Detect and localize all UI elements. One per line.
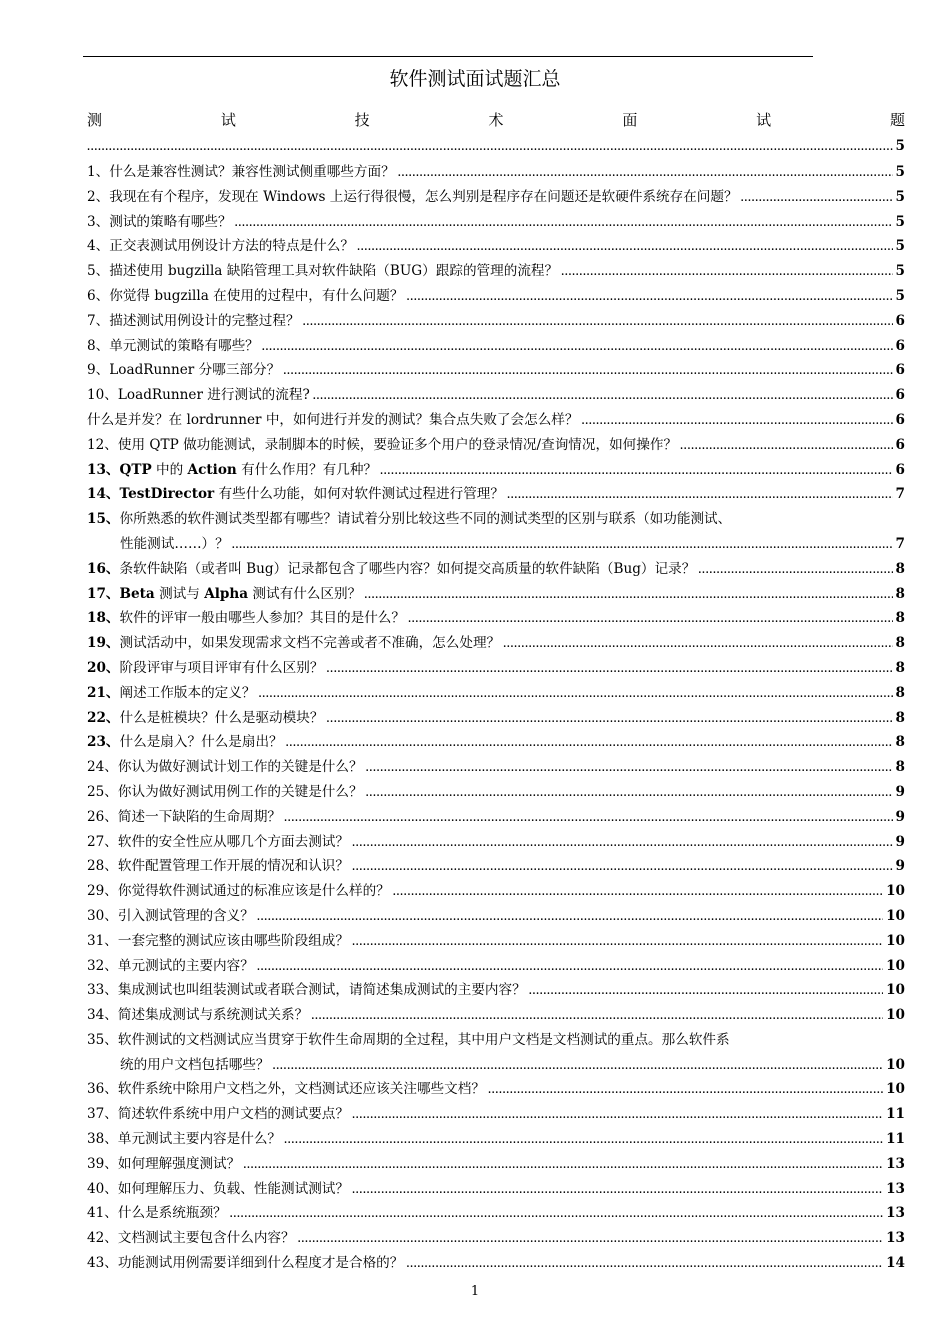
toc-entry-number: 23、	[87, 734, 120, 751]
leader-dots	[366, 757, 893, 782]
toc-entry-number: 22、	[87, 709, 120, 726]
toc-entry-number: 13、	[87, 461, 120, 478]
toc-entry-title: 什么是扇入？什么是扇出？	[119, 734, 283, 751]
toc-entry-text	[87, 507, 731, 532]
toc-entry-title: 功能测试用例需要详细到什么程度才是合格的？	[117, 1255, 404, 1272]
toc-entry[interactable]	[87, 1177, 905, 1202]
toc-entry[interactable]	[87, 234, 905, 259]
leader-dots	[243, 1154, 883, 1179]
toc-entry-page: 5	[895, 164, 905, 180]
leader-dots	[313, 385, 893, 410]
toc-entry[interactable]	[87, 1201, 905, 1226]
toc-entry-text	[87, 259, 558, 284]
toc-entry-number: 33、	[87, 982, 118, 999]
leader-dots	[352, 832, 893, 857]
toc-entry-page: 6	[895, 312, 905, 329]
toc-entry-text	[87, 681, 255, 706]
toc-entry[interactable]	[87, 954, 905, 979]
toc-entry-text-part: 测试与	[154, 585, 205, 602]
toc-entry-number: 32、	[87, 957, 118, 974]
toc-entry-number: 27、	[87, 833, 118, 850]
toc-entry-bold-term: Alpha	[204, 585, 249, 602]
toc-entry-title: 软件测试的文档测试应当贯穿于软件生命周期的全过程，其中用户文档是文档测试的重点。那么软件系	[117, 1031, 730, 1048]
toc-heading-char: 术	[488, 111, 504, 129]
toc-entry-line	[87, 532, 905, 557]
toc-entry-title: 简述软件系统中用户文档的测试要点？	[117, 1106, 349, 1123]
toc-entry-text	[87, 1152, 240, 1177]
toc-entry-bold-term: QTP	[119, 461, 152, 478]
toc-entry-bold-term: Action	[187, 461, 237, 478]
toc-entry-page: 6	[895, 362, 905, 379]
toc-entry[interactable]	[87, 1077, 905, 1102]
document-title: 软件测试面试题汇总	[389, 68, 561, 90]
toc-entry-text	[87, 656, 323, 681]
toc-entry-title: 什么是兼容性测试？兼容性测试侧重哪些方面？	[109, 164, 395, 180]
leader-dots	[406, 1253, 883, 1278]
toc-entry-number: 24、	[87, 759, 118, 776]
table-of-contents	[87, 160, 905, 1276]
toc-entry-number: 16、	[87, 560, 120, 577]
toc-entry-title: 软件配置管理工作开展的情况和认识？	[117, 858, 349, 875]
toc-entry-page: 5	[895, 188, 905, 205]
toc-entry-number: 29、	[87, 883, 118, 900]
toc-entry-title: 引入测试管理的含义？	[117, 907, 254, 924]
toc-entry[interactable]	[87, 631, 905, 656]
toc-entry-page: 5	[895, 213, 905, 230]
toc-entry[interactable]	[87, 358, 905, 383]
toc-entry-text	[87, 1028, 730, 1053]
toc-entry-number: 12、	[87, 436, 118, 453]
toc-entry[interactable]	[87, 1152, 905, 1177]
toc-entry-title: 测试的策略有哪些？	[109, 213, 232, 230]
toc-entry-page: 5	[895, 238, 905, 255]
leader-dots	[303, 311, 893, 336]
toc-entry-title: 阐述工作版本的定义？	[119, 684, 256, 701]
leader-dots	[529, 980, 883, 1005]
toc-heading-char: 题	[889, 111, 905, 129]
toc-entry-number: 3、	[87, 213, 110, 230]
toc-heading-char: 技	[354, 111, 370, 129]
leader-dots	[488, 1079, 883, 1104]
toc-entry-page: 5	[895, 287, 905, 304]
toc-entry-number: 42、	[87, 1230, 118, 1247]
toc-entry-title-continued: 性能测试……）？	[120, 535, 229, 552]
toc-entry-page: 9	[895, 858, 905, 875]
toc-heading-char: 面	[622, 111, 638, 129]
toc-entry-title: 正交表测试用例设计方法的特点是什么？	[109, 238, 354, 255]
toc-entry-title: 描述测试用例设计的完整过程？	[109, 312, 300, 329]
toc-entry-page: 10	[886, 1056, 905, 1073]
toc-heading-char: 试	[756, 111, 772, 129]
toc-entry-title: 你认为做好测试用例工作的关键是什么？	[117, 783, 363, 800]
toc-entry-number: 18、	[87, 610, 120, 627]
toc-entry-page: 8	[895, 759, 905, 776]
toc-entry-page: 8	[895, 610, 905, 627]
toc-entry-title: 单元测试主要内容是什么？	[117, 1131, 282, 1148]
toc-entry-page: 10	[886, 907, 905, 924]
toc-entry-number: 40、	[87, 1180, 118, 1197]
toc-entry-text	[87, 1102, 349, 1127]
toc-entry-number: 8、	[87, 337, 110, 354]
toc-entry-text	[87, 1077, 485, 1102]
toc-entry-page: 6	[895, 387, 905, 404]
toc-entry-text	[87, 706, 323, 731]
leader-dots	[258, 683, 892, 708]
leader-dots	[87, 139, 893, 157]
leader-dots	[352, 1179, 883, 1204]
leader-dots	[257, 906, 883, 931]
toc-entry-text	[87, 482, 504, 507]
toc-entry-number: 39、	[87, 1155, 118, 1172]
toc-entry-title: 你所熟悉的软件测试类型都有哪些？请试着分别比较这些不同的测试类型的区别与联系（如功能测试、	[119, 511, 732, 528]
toc-entry[interactable]	[87, 259, 905, 284]
toc-entry-text	[87, 631, 500, 656]
toc-entry-number: 28、	[87, 858, 118, 875]
leader-dots	[741, 187, 893, 212]
toc-entry-text	[87, 1251, 403, 1276]
toc-entry-page: 10	[886, 932, 905, 949]
toc-entry-number: 34、	[87, 1007, 118, 1024]
toc-entry-title: 条软件缺陷（或者叫 Bug）记录都包含了哪些内容？如何提交高质量的软件缺陷（Bug）记录？	[119, 560, 696, 577]
toc-entry-page: 13	[886, 1230, 905, 1247]
leader-dots	[286, 732, 893, 757]
toc-entry-title-continued: 统的用户文档包括哪些？	[120, 1056, 270, 1073]
toc-entry-title: 什么是桩模块？什么是驱动模块？	[119, 709, 324, 726]
toc-entry-number: 7、	[87, 312, 110, 329]
toc-entry[interactable]	[87, 706, 905, 731]
toc-entry-number: 6、	[87, 287, 110, 304]
leader-dots	[273, 1055, 884, 1080]
toc-entry-number: 31、	[87, 932, 118, 949]
toc-entry[interactable]	[87, 929, 905, 954]
toc-entry[interactable]	[87, 656, 905, 681]
toc-entry-title: 我现在有个程序，发现在 Windows 上运行得很慢，怎么判别是程序存在问题还是软硬件系统存在问题？	[109, 188, 738, 205]
toc-entry-text	[87, 582, 361, 607]
toc-entry-text	[87, 557, 695, 582]
toc-entry-page: 10	[886, 1007, 905, 1024]
toc-entry-page: 14	[886, 1255, 905, 1272]
toc-entry-number: 20、	[87, 659, 120, 676]
toc-entry-page: 10	[886, 883, 905, 900]
leader-dots	[357, 236, 893, 261]
toc-entry-text	[87, 830, 349, 855]
toc-entry-title: 描述使用 bugzilla 缺陷管理工具对软件缺陷（BUG）跟踪的管理的流程？	[109, 263, 559, 280]
toc-entry-number: 25、	[87, 783, 118, 800]
toc-entry-title: 你觉得 bugzilla 在使用的过程中，有什么问题？	[109, 287, 404, 304]
toc-entry-page: 5	[895, 263, 905, 280]
leader-dots	[680, 435, 892, 460]
toc-entry[interactable]	[87, 284, 905, 309]
leader-dots	[364, 584, 892, 609]
toc-entry-number: 14、	[87, 486, 120, 503]
leader-dots	[503, 633, 892, 658]
toc-entry-text	[87, 284, 403, 309]
toc-entry-number: 19、	[87, 635, 120, 652]
toc-entry[interactable]	[87, 507, 905, 557]
toc-entry-page: 6	[895, 411, 905, 428]
toc-entry-page: 8	[895, 585, 905, 602]
toc-entry-number: 35、	[87, 1031, 118, 1048]
leader-dots	[262, 336, 893, 361]
toc-entry-page: 8	[895, 659, 905, 676]
toc-entry-title: LoadRunner 进行测试的流程?	[117, 387, 310, 404]
leader-dots	[284, 807, 893, 832]
toc-entry[interactable]	[87, 160, 905, 185]
toc-entry-text-part: 中的	[151, 461, 188, 478]
toc-entry-page: 9	[895, 833, 905, 850]
toc-entry-page: 6	[895, 337, 905, 354]
toc-entry-title: LoadRunner 分哪三部分？	[109, 362, 281, 379]
toc-entry-line	[87, 1028, 905, 1053]
toc-entry-text	[87, 904, 254, 929]
toc-entry[interactable]	[87, 582, 905, 607]
toc-entry-number: 36、	[87, 1081, 118, 1098]
toc-entry-title: 单元测试的主要内容？	[117, 957, 254, 974]
leader-dots	[406, 286, 892, 311]
leader-dots	[398, 162, 893, 187]
leader-dots	[408, 608, 893, 633]
toc-entry[interactable]	[87, 185, 905, 210]
toc-entry-title: 如何理解强度测试？	[117, 1155, 241, 1172]
toc-entry[interactable]	[87, 1127, 905, 1152]
toc-entry[interactable]	[87, 210, 905, 235]
toc-entry-number: 37、	[87, 1106, 118, 1123]
leader-dots	[698, 559, 892, 584]
toc-entry-page: 10	[886, 1081, 905, 1098]
toc-entry-page: 10	[886, 957, 905, 974]
toc-heading-leader	[87, 137, 905, 157]
toc-entry-page: 13	[886, 1155, 905, 1172]
toc-entry-page: 13	[886, 1205, 905, 1222]
toc-heading	[87, 110, 905, 130]
toc-entry[interactable]	[87, 681, 905, 706]
leader-dots	[507, 484, 893, 509]
toc-entry-number: 15、	[87, 511, 120, 528]
toc-entry-number: 43、	[87, 1255, 118, 1272]
leader-dots	[561, 261, 892, 286]
toc-entry-title: 单元测试的策略有哪些？	[109, 337, 259, 354]
toc-entry[interactable]	[87, 1028, 905, 1078]
toc-entry[interactable]	[87, 1226, 905, 1251]
toc-entry-title: 软件的安全性应从哪几个方面去测试？	[117, 833, 349, 850]
toc-entry-text	[87, 185, 738, 210]
leader-dots	[326, 708, 892, 733]
toc-entry[interactable]	[87, 557, 905, 582]
toc-entry[interactable]	[87, 730, 905, 755]
leader-dots	[283, 360, 892, 385]
toc-entry-title: 集成测试也叫组装测试或者联合测试，请简述集成测试的主要内容？	[117, 982, 526, 999]
toc-entry-text	[87, 309, 300, 334]
toc-entry-text	[87, 929, 349, 954]
toc-heading-page: 5	[895, 138, 905, 154]
leader-dots	[232, 534, 893, 559]
toc-entry-text	[87, 879, 390, 904]
toc-entry[interactable]	[87, 805, 905, 830]
toc-entry-text	[87, 358, 280, 383]
toc-entry-number: 2、	[87, 188, 110, 205]
toc-entry-number: 10、	[87, 387, 118, 404]
toc-entry[interactable]	[87, 458, 905, 483]
toc-entry-bold-term: Beta	[119, 585, 155, 602]
toc-entry[interactable]	[87, 433, 905, 458]
leader-dots	[366, 782, 893, 807]
toc-entry-text	[87, 780, 363, 805]
toc-entry-page: 6	[895, 461, 905, 478]
header-rule	[83, 56, 813, 57]
toc-entry-page: 8	[895, 560, 905, 577]
toc-entry-text	[87, 408, 579, 433]
toc-entry-title: 你觉得软件测试通过的标准应该是什么样的？	[117, 883, 390, 900]
toc-entry-page: 11	[886, 1131, 905, 1148]
toc-entry-page: 8	[895, 709, 905, 726]
toc-entry-title: 有些什么功能，如何对软件测试过程进行管理？	[214, 486, 504, 503]
toc-entry-page: 8	[895, 635, 905, 652]
toc-entry-text	[87, 334, 259, 359]
toc-entry-text	[87, 210, 232, 235]
toc-entry-text	[87, 854, 349, 879]
toc-entry-title: 如何理解压力、负载、性能测试测试？	[117, 1180, 349, 1197]
toc-entry[interactable]	[87, 978, 905, 1003]
toc-entry-text	[87, 978, 526, 1003]
toc-entry-title: 有什么作用？有几种？	[236, 461, 378, 478]
toc-entry-line	[87, 1053, 905, 1078]
toc-entry-text	[87, 234, 354, 259]
toc-entry-title: 软件的评审一般由哪些人参加？其目的是什么？	[119, 610, 405, 627]
toc-entry[interactable]	[87, 755, 905, 780]
toc-entry-title: 测试有什么区别？	[248, 585, 362, 602]
toc-entry-text	[87, 606, 405, 631]
toc-entry-number: 4、	[87, 238, 110, 255]
page-number: 1	[470, 1284, 480, 1299]
toc-entry-page: 6	[895, 436, 905, 453]
toc-heading-char: 测	[87, 111, 103, 129]
toc-entry[interactable]	[87, 482, 905, 507]
leader-dots	[326, 658, 892, 683]
toc-entry-number: 41、	[87, 1205, 118, 1222]
toc-entry-number: 21、	[87, 684, 120, 701]
toc-entry-text	[87, 160, 395, 185]
toc-entry-page: 9	[895, 783, 905, 800]
toc-entry[interactable]	[87, 1003, 905, 1028]
toc-entry-number: 38、	[87, 1131, 118, 1148]
toc-entry[interactable]	[87, 408, 905, 433]
toc-entry-page: 7	[895, 486, 905, 503]
leader-dots	[235, 212, 893, 237]
leader-dots	[230, 1203, 883, 1228]
toc-entry-text	[87, 1003, 308, 1028]
toc-entry-text	[87, 954, 254, 979]
toc-entry-number: 26、	[87, 808, 118, 825]
toc-entry[interactable]	[87, 383, 905, 408]
toc-entry-page: 7	[895, 535, 905, 552]
toc-entry-bold-term: TestDirector	[119, 486, 215, 503]
toc-entry-text	[87, 755, 363, 780]
leader-dots	[393, 881, 883, 906]
leader-dots	[257, 956, 883, 981]
toc-entry[interactable]	[87, 780, 905, 805]
toc-entry[interactable]	[87, 879, 905, 904]
toc-entry-title: 什么是系统瓶颈？	[117, 1205, 227, 1222]
toc-entry-title: 文档测试主要包含什么内容？	[117, 1230, 295, 1247]
toc-entry-text	[87, 805, 281, 830]
toc-entry[interactable]	[87, 334, 905, 359]
toc-entry-number: 1、	[87, 164, 110, 180]
toc-entry-number: 9、	[87, 362, 110, 379]
toc-entry-text	[87, 730, 283, 755]
toc-entry-text	[87, 433, 677, 458]
toc-entry-title: 使用 QTP 做功能测试，录制脚本的时候，要验证多个用户的登录情况/查询情况，如何操作？	[117, 436, 678, 453]
toc-entry-title: 一套完整的测试应该由哪些阶段组成？	[117, 932, 349, 949]
toc-entry-text	[87, 458, 377, 483]
toc-entry-title: 阶段评审与项目评审有什么区别？	[119, 659, 324, 676]
toc-entry-number: 5、	[87, 263, 110, 280]
leader-dots	[311, 1005, 883, 1030]
toc-entry-title: 软件系统中除用户文档之外，文档测试还应该关注哪些文档？	[117, 1081, 485, 1098]
leader-dots	[380, 460, 893, 485]
toc-entry[interactable]	[87, 830, 905, 855]
toc-entry-number: 30、	[87, 907, 118, 924]
toc-entry-title: 你认为做好测试计划工作的关键是什么？	[117, 759, 363, 776]
leader-dots	[582, 410, 893, 435]
toc-entry-page: 8	[895, 734, 905, 751]
toc-entry[interactable]	[87, 309, 905, 334]
toc-entry[interactable]	[87, 1251, 905, 1276]
toc-entry-page: 8	[895, 684, 905, 701]
toc-entry-title: 简述一下缺陷的生命周期？	[117, 808, 282, 825]
toc-entry-title: 测试活动中，如果发现需求文档不完善或者不准确，怎么处理？	[119, 635, 501, 652]
leader-dots	[352, 1104, 883, 1129]
toc-heading-char: 试	[220, 111, 236, 129]
toc-entry-text	[87, 1177, 349, 1202]
leader-dots	[284, 1129, 883, 1154]
toc-entry-page: 13	[886, 1180, 905, 1197]
toc-entry-page: 10	[886, 982, 905, 999]
toc-entry-page: 9	[895, 808, 905, 825]
leader-dots	[352, 856, 893, 881]
toc-entry[interactable]	[87, 606, 905, 631]
toc-entry[interactable]	[87, 1102, 905, 1127]
toc-entry-line	[87, 507, 905, 532]
toc-entry-text	[87, 1127, 281, 1152]
toc-entry-title: 简述集成测试与系统测试关系？	[117, 1007, 309, 1024]
toc-entry-title: 什么是并发？在 lordrunner 中，如何进行并发的测试？集合点失败了会怎么样？	[87, 411, 579, 428]
leader-dots	[298, 1228, 883, 1253]
toc-entry-number: 17、	[87, 585, 120, 602]
toc-entry-text	[87, 383, 310, 408]
toc-entry-text	[87, 1201, 227, 1226]
toc-entry-page: 11	[886, 1106, 905, 1123]
toc-entry[interactable]	[87, 854, 905, 879]
toc-entry[interactable]	[87, 904, 905, 929]
leader-dots	[352, 931, 883, 956]
toc-entry-text	[87, 1226, 295, 1251]
